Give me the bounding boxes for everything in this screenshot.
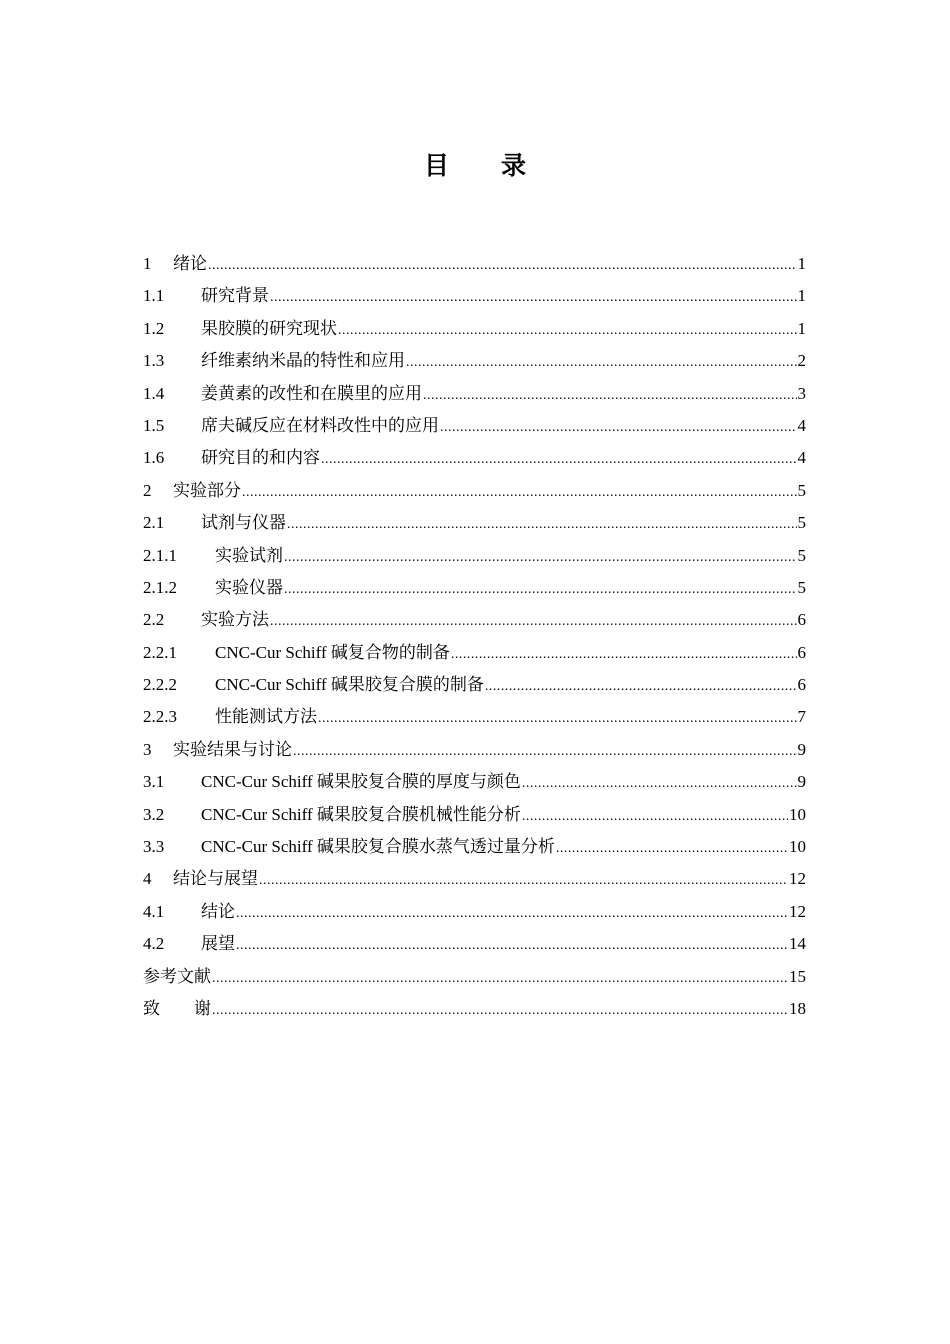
toc-dot-leader: [236, 898, 788, 930]
toc-entry-page: 7: [797, 707, 806, 727]
page-title: [0, 146, 950, 182]
toc-entry[interactable]: [143, 896, 806, 928]
toc-entry-page: 12: [789, 901, 806, 921]
toc-entry-page: 9: [797, 739, 806, 759]
toc-entry[interactable]: [143, 475, 806, 507]
toc-dot-leader: [212, 995, 788, 1027]
toc-entry-page: 4: [797, 448, 806, 468]
toc-dot-leader: [293, 736, 797, 768]
toc-dot-leader: [338, 315, 797, 347]
toc-entry[interactable]: [143, 313, 806, 345]
toc-entry-label: 实验仪器: [215, 577, 283, 597]
toc-dot-leader: [522, 801, 788, 833]
toc-entry-label: CNC-Cur Schiff 碱果胶复合膜的厚度与颜色: [201, 772, 521, 792]
toc-entry-number: 1.1: [143, 286, 165, 306]
toc-entry-label: 研究目的和内容: [201, 448, 320, 468]
toc-entry-number: 3.2: [143, 804, 165, 824]
toc-dot-leader: [440, 412, 797, 444]
toc-dot-leader: [556, 833, 788, 865]
toc-dot-leader: [406, 347, 797, 379]
toc-entry-number: 1.3: [143, 351, 165, 371]
toc-entry[interactable]: [143, 701, 806, 733]
toc-entry-number: 2: [143, 480, 152, 500]
toc-entry-label: 致 谢: [143, 998, 211, 1018]
toc-dot-leader: [270, 282, 797, 314]
toc-dot-leader: [212, 963, 788, 995]
toc-dot-leader: [485, 671, 797, 703]
toc-entry-page: 15: [789, 966, 806, 986]
toc-dot-leader: [287, 509, 797, 541]
toc-entry-number: 2.1: [143, 513, 165, 533]
toc-dot-leader: [236, 930, 788, 962]
toc-entry-page: 2: [797, 351, 806, 371]
toc-entry-number: 2.2.3: [143, 707, 177, 727]
toc-entry[interactable]: [143, 410, 806, 442]
toc-entry-label: 绪论: [173, 254, 207, 273]
toc-entry-page: 10: [789, 837, 806, 857]
toc-entry-number: 2.2: [143, 610, 165, 630]
toc-entry-page: 3: [797, 383, 806, 403]
toc-entry-page: 5: [797, 545, 806, 565]
toc-entry-number: 1.5: [143, 415, 165, 435]
toc-dot-leader: [451, 639, 797, 671]
toc-entry[interactable]: [143, 540, 806, 572]
toc-entry-label: 实验方法: [201, 610, 269, 630]
toc-entry-number: 4.2: [143, 934, 165, 954]
toc-entry-label: 席夫碱反应在材料改性中的应用: [201, 415, 439, 435]
toc-entry[interactable]: [143, 831, 806, 863]
toc-entry-label: CNC-Cur Schiff 碱果胶复合膜机械性能分析: [201, 804, 521, 824]
toc-entry-page: 5: [797, 513, 806, 533]
toc-entry[interactable]: [143, 572, 806, 604]
toc-entry-page: 5: [797, 577, 806, 597]
toc-dot-leader: [423, 380, 797, 412]
toc-entry-label: 参考文献: [143, 966, 211, 986]
toc-entry-label: 实验结果与讨论: [173, 739, 292, 759]
toc-entry-number: 3: [143, 739, 152, 759]
toc-entry-label: 姜黄素的改性和在膜里的应用: [201, 383, 422, 403]
toc-entry-label: 实验部分: [173, 480, 241, 500]
toc-entry-number: 1.4: [143, 383, 165, 403]
toc-dot-leader: [284, 574, 797, 606]
toc-entry-label: CNC-Cur Schiff 碱果胶复合膜水蒸气透过量分析: [201, 837, 555, 857]
toc-entry-label: 研究背景: [201, 286, 269, 306]
toc-entry[interactable]: [143, 378, 806, 410]
toc-dot-leader: [270, 606, 797, 638]
toc-entry-page: 6: [797, 642, 806, 662]
toc-entry-label: CNC-Cur Schiff 碱果胶复合膜的制备: [215, 675, 484, 695]
toc-entry[interactable]: [143, 993, 806, 1025]
toc-entry-label: 结论: [201, 901, 235, 921]
toc-entry[interactable]: [143, 669, 806, 701]
toc-entry-page: 12: [789, 869, 806, 889]
title-char-2: 录: [501, 151, 527, 180]
toc-dot-leader: [259, 865, 788, 897]
toc-entry-label: 实验试剂: [215, 545, 283, 565]
toc-entry-label: 试剂与仪器: [201, 513, 286, 533]
toc-entry-number: 4.1: [143, 901, 165, 921]
toc-dot-leader: [321, 444, 797, 476]
table-of-contents: [143, 248, 806, 1025]
toc-entry-number: 2.2.1: [143, 642, 177, 662]
toc-entry-label: 纤维素纳米晶的特性和应用: [201, 351, 405, 371]
toc-entry-label: 结论与展望: [173, 869, 258, 889]
toc-entry[interactable]: [143, 280, 806, 312]
toc-entry-page: 10: [789, 804, 806, 824]
toc-entry[interactable]: [143, 637, 806, 669]
toc-dot-leader: [284, 542, 797, 574]
toc-entry-page: 6: [797, 675, 806, 695]
toc-entry-page: 14: [789, 934, 806, 954]
toc-entry[interactable]: [143, 928, 806, 960]
toc-entry[interactable]: [143, 507, 806, 539]
toc-entry[interactable]: [143, 961, 806, 993]
title-char-1: 目: [423, 151, 449, 180]
toc-entry[interactable]: [143, 345, 806, 377]
toc-entry-number: 1.6: [143, 448, 165, 468]
toc-entry-page: 1: [797, 254, 806, 273]
toc-entry-page: 1: [797, 318, 806, 338]
toc-entry-number: 2.2.2: [143, 675, 177, 695]
toc-dot-leader: [318, 703, 797, 735]
toc-entry[interactable]: [143, 604, 806, 636]
toc-entry-page: 6: [797, 610, 806, 630]
toc-entry-page: 5: [797, 480, 806, 500]
toc-dot-leader: [522, 768, 797, 800]
toc-dot-leader: [208, 250, 797, 282]
toc-entry-number: 1: [143, 254, 152, 273]
toc-entry[interactable]: [143, 863, 806, 895]
toc-entry-page: 1: [797, 286, 806, 306]
toc-entry-label: 展望: [201, 934, 235, 954]
toc-entry[interactable]: [143, 734, 806, 766]
toc-entry-number: 2.1.2: [143, 577, 177, 597]
toc-dot-leader: [242, 477, 797, 509]
toc-entry-number: 3.3: [143, 837, 165, 857]
toc-entry[interactable]: [143, 766, 806, 798]
toc-entry-page: 18: [789, 998, 806, 1018]
toc-entry-page: 9: [797, 772, 806, 792]
toc-entry[interactable]: [143, 248, 806, 280]
toc-entry-page: 4: [797, 415, 806, 435]
toc-entry-number: 1.2: [143, 318, 165, 338]
toc-entry[interactable]: [143, 442, 806, 474]
toc-entry-label: 果胶膜的研究现状: [201, 318, 337, 338]
toc-entry-number: 3.1: [143, 772, 165, 792]
toc-entry-number: 2.1.1: [143, 545, 177, 565]
toc-entry-label: CNC-Cur Schiff 碱复合物的制备: [215, 642, 450, 662]
toc-entry[interactable]: [143, 799, 806, 831]
toc-entry-label: 性能测试方法: [215, 707, 317, 727]
toc-entry-number: 4: [143, 869, 152, 889]
